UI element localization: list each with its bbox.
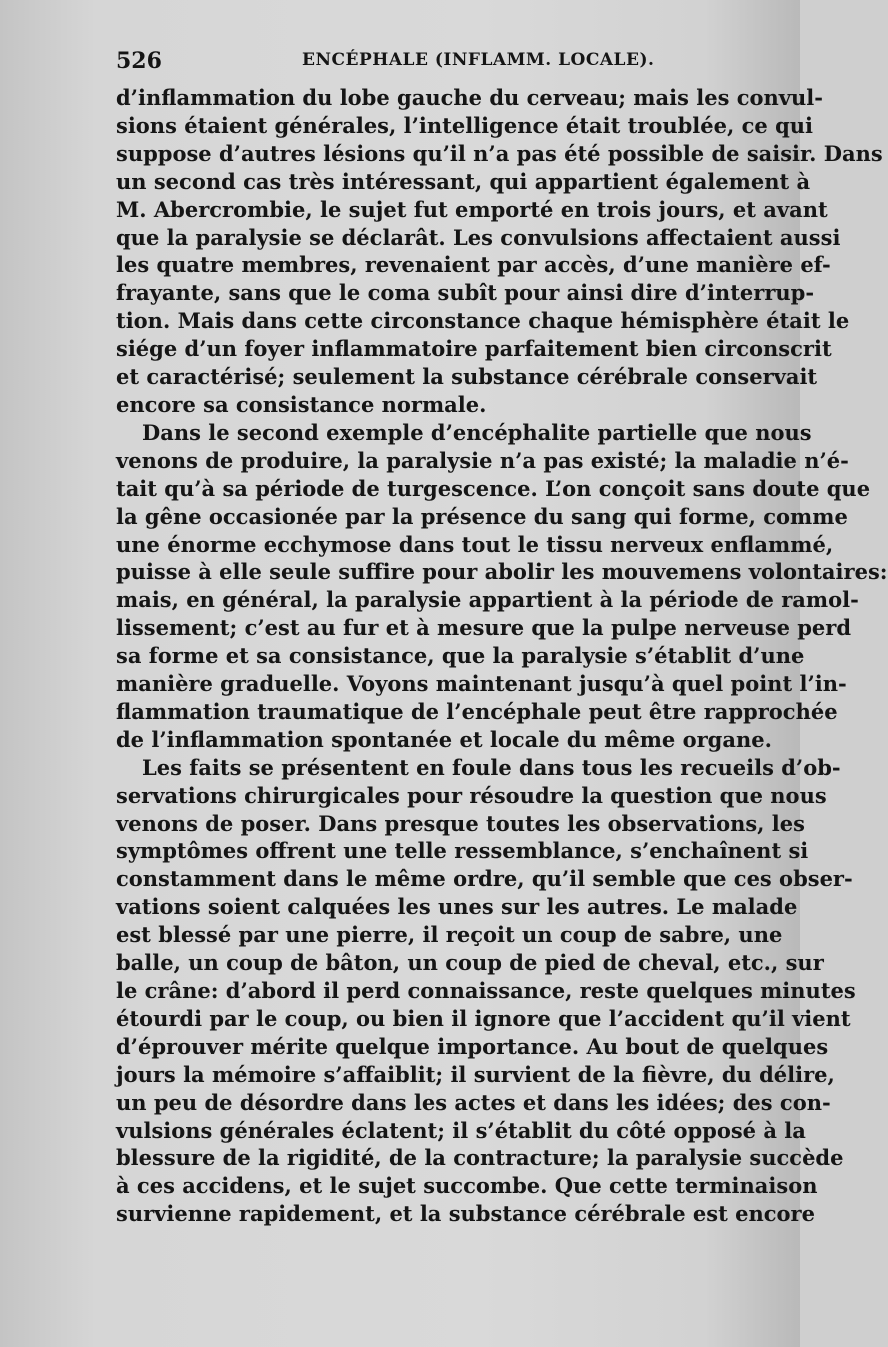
text-line: que la paralysie se déclarât. Les convulsions affectaient aussi xyxy=(116,224,841,250)
text-line: sa forme et sa consistance, que la paralysie s’établit d’une xyxy=(116,643,805,669)
text-line: d’éprouver mérite quelque importance. Au bout de quelques xyxy=(116,1033,829,1059)
text-line: sions étaient générales, l’intelligence était troublée, ce qui xyxy=(116,112,814,138)
text-line: blessure de la rigidité, de la contracture; la paralysie succède xyxy=(116,1145,844,1171)
text-line: siége d’un foyer inflammatoire parfaitement bien circonscrit xyxy=(116,336,832,362)
text-line: tion. Mais dans cette circonstance chaque hémisphère était le xyxy=(116,308,850,334)
text-line: tait qu’à sa période de turgescence. L’on conçoit sans doute que xyxy=(116,475,871,501)
text-line: le crâne: d’abord il perd connaissance, reste quelques minutes xyxy=(116,978,856,1003)
text-line: une énorme ecchymose dans tout le tissu nerveux enflammé, xyxy=(116,531,834,557)
text-line: un second cas très intéressant, qui appartient également à xyxy=(116,168,811,194)
text-line: jours la mémoire s’affaiblit; il survient de la fièvre, du délire, xyxy=(116,1061,835,1087)
text-line: encore sa consistance normale. xyxy=(116,391,487,417)
text-line: venons de poser. Dans presque toutes les observations, les xyxy=(116,810,805,836)
paragraph-start-line: Dans le second exemple d’encéphalite partielle que nous xyxy=(142,419,812,445)
text-line: manière graduelle. Voyons maintenant jusqu’à quel point l’in- xyxy=(116,671,847,697)
text-line: suppose d’autres lésions qu’il n’a pas été possible de saisir. Dans xyxy=(116,140,883,166)
page-header xyxy=(116,46,764,78)
text-line: un peu de désordre dans les actes et dans les idées; des con- xyxy=(116,1089,831,1115)
body-text xyxy=(116,84,888,1228)
paragraph-start-line: Les faits se présentent en foule dans tous les recueils d’ob- xyxy=(142,754,841,780)
text-line: servations chirurgicales pour résoudre la question que nous xyxy=(116,782,827,808)
page-number: 526 xyxy=(116,48,162,74)
text-line: puisse à elle seule suffire pour abolir les mouvemens volontaires: xyxy=(116,559,888,585)
text-line: venons de produire, la paralysie n’a pas existé; la maladie n’é- xyxy=(116,447,849,473)
text-line: constamment dans le même ordre, qu’il semble que ces obser- xyxy=(116,866,853,892)
text-line: et caractérisé; seulement la substance cérébrale conservait xyxy=(116,364,818,390)
text-line: de l’inflammation spontanée et locale du même organe. xyxy=(116,726,772,752)
text-line: flammation traumatique de l’encéphale peut être rapprochée xyxy=(116,698,838,724)
text-line: mais, en général, la paralysie appartient à la période de ramol- xyxy=(116,587,859,613)
text-line: à ces accidens, et le sujet succombe. Que cette terminaison xyxy=(116,1173,818,1199)
text-line: frayante, sans que le coma subît pour ainsi dire d’interrup- xyxy=(116,280,815,306)
text-line: est blessé par une pierre, il reçoit un coup de sabre, une xyxy=(116,922,783,948)
text-line: étourdi par le coup, ou bien il ignore que l’accident qu’il vient xyxy=(116,1005,851,1031)
text-line: lissement; c’est au fur et à mesure que la pulpe nerveuse perd xyxy=(116,615,852,641)
text-line: balle, un coup de bâton, un coup de pied de cheval, etc., sur xyxy=(116,950,824,976)
text-line: symptômes offrent une telle ressemblance, s’enchaînent si xyxy=(116,838,809,864)
text-line: M. Abercrombie, le sujet fut emporté en trois jours, et avant xyxy=(116,196,828,222)
text-line: vulsions générales éclatent; il s’établit du côté opposé à la xyxy=(116,1117,806,1143)
text-line: d’inflammation du lobe gauche du cerveau; mais les convul- xyxy=(116,85,823,110)
text-line: vations soient calquées les unes sur les autres. Le malade xyxy=(116,894,798,920)
text-line: la gêne occasionée par la présence du sang qui forme, comme xyxy=(116,503,848,529)
text-line: les quatre membres, revenaient par accès, d’une manière ef- xyxy=(116,252,831,278)
running-head: ENCÉPHALE (INFLAMM. LOCALE). xyxy=(302,50,655,70)
text-line: survienne rapidement, et la substance cérébrale est encore xyxy=(116,1201,815,1227)
